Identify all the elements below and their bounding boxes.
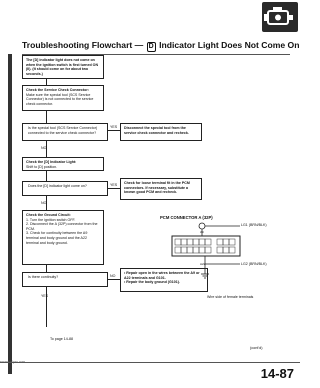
continued-note: (cont'd) (250, 346, 263, 350)
start-box (22, 55, 104, 79)
page-title (22, 40, 299, 52)
question-scs (22, 123, 108, 141)
diagram-caption: Wire side of female terminals (207, 295, 254, 299)
check-ground-box (22, 210, 104, 265)
connector-line (108, 130, 120, 131)
yes-label: YES (110, 125, 118, 129)
yes-label: YES (110, 183, 118, 187)
page-number: 14-87 (260, 366, 294, 381)
check-ground-title: Check the Ground Circuit: (26, 213, 71, 217)
title-prefix: Troubleshooting Flowchart — (22, 40, 144, 50)
connector-line (108, 188, 120, 189)
question-scs-text: Is the special tool (SCS Service Connector) connected to the service check connector? (28, 126, 98, 135)
source-url: emanualpro.com (0, 360, 26, 364)
to-page-note: To page 14-88 (50, 337, 73, 341)
repair-action-1: • Repair open in the wires between the A9 or A22 terminals and G101. (124, 271, 200, 280)
loose-terminal-action-text: Check for loose terminal fit in the PCM connectors. If necessary, substitute a known good PCM and recheck. (124, 181, 190, 195)
diagram-title: PCM CONNECTOR A (32P) (160, 215, 213, 220)
connector-line (46, 265, 47, 272)
ground-step: 2. Disconnect the A (32P) connector from the PCM. (26, 222, 98, 231)
left-spine-bar (8, 54, 12, 374)
repair-action-2: • Repair the body ground (G101). (124, 280, 180, 285)
wire-lg2-label: LG2 (BRN/BLK) (241, 262, 267, 266)
no-label: NO (41, 146, 47, 150)
yes-label: YES (41, 294, 49, 298)
footer-rule (0, 362, 300, 363)
loose-terminal-action-box (120, 178, 202, 200)
wire-lg1-label: LG1 (BRN/BLK) (241, 223, 267, 227)
disconnect-action-text: Disconnect the special tool from the service check connector and recheck. (124, 126, 189, 135)
check-indicator-title: Check the [D] Indicator Light: (26, 160, 77, 164)
check-connector-body: Make sure the special tool (SCS Service Connector) is not connected to the service check connector. (26, 92, 94, 106)
engine-badge (262, 2, 298, 32)
connector-line (46, 287, 47, 327)
connector-line (46, 171, 47, 181)
ground-step: 3. Check for continuity between the A9 terminal and body ground and the A22 terminal and body ground. (26, 231, 88, 245)
pcm-connector-diagram (168, 222, 278, 284)
question-light-text: Does the [D] indicator light come on? (28, 184, 87, 188)
no-label: NO (110, 274, 116, 278)
check-connector-box (22, 85, 104, 111)
engine-icon (262, 2, 298, 32)
disconnect-action-box (120, 123, 202, 141)
title-suffix: Indicator Light Does Not Come On (159, 40, 300, 50)
start-box-text: The [D] indicator light does not come on when the ignition switch is first turned ON (II). (It should come on for about two seconds.) (26, 58, 99, 76)
pin-a22-label: A22 (200, 262, 206, 266)
check-indicator-box (22, 157, 104, 171)
d-indicator-icon: D (148, 43, 154, 50)
check-indicator-body: Shift to [D] position. (26, 164, 58, 169)
ground-step: 1. Turn the ignition switch OFF. (26, 217, 76, 222)
connector-line (108, 279, 120, 280)
question-continuity-text: Is there continuity? (28, 275, 59, 279)
no-label: NO (41, 201, 47, 205)
connector-line (46, 111, 47, 123)
pin-a9-label: A9 (200, 230, 204, 234)
question-light (22, 181, 108, 196)
question-continuity (22, 272, 108, 287)
check-connector-title: Check the Service Check Connector: (26, 88, 89, 92)
